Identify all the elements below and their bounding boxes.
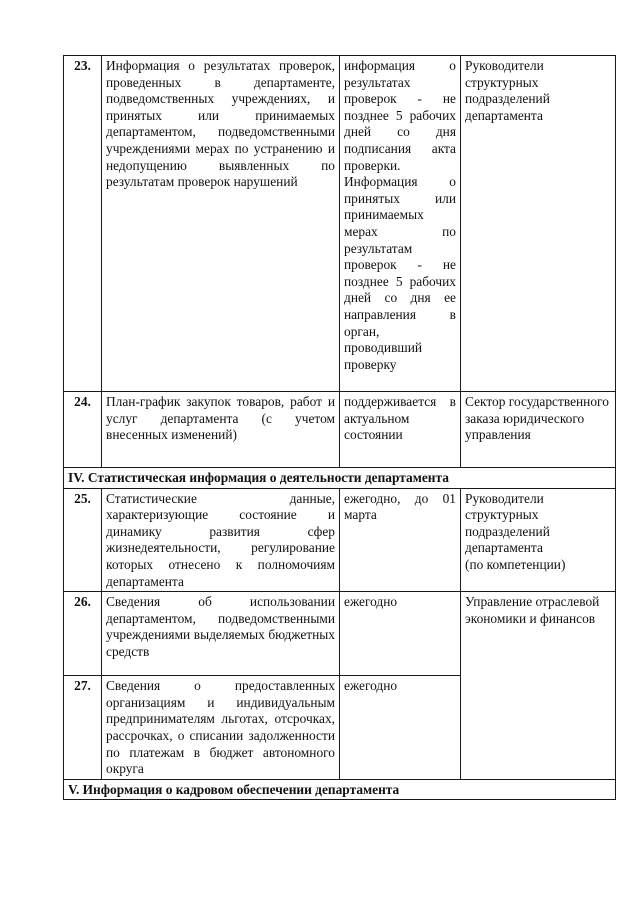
row-responsible: Руководители структурных подразделений департамента	[461, 56, 616, 392]
row-description: Сведения о предоставленных организациям и индивидуальным предпринимателям льготах, отсрочках, рассрочках, о списании задолженности по платежам в бюджет автономного округа	[102, 676, 340, 780]
row-term: информация о результатах проверок - не позднее 5 рабочих дней со дня подписания акта проверки. Информация о принятых или принимаемых мерах по результатам проверок - не позднее 5 рабочих дней со дня ее направления в орган, проводивший проверку	[340, 56, 461, 392]
responsible-text: Руководители структурных подразделений департамента	[465, 490, 550, 556]
row-description: План-график закупок товаров, работ и услуг департамента (с учетом внесенных изменений)	[102, 392, 340, 468]
responsible-note: (по компетенции)	[465, 556, 566, 572]
row-description: Статистические данные, характеризующие состояние и динамику развития сфер жизнедеятельности, регулирование которых отнесено к полномочиям департамента	[102, 488, 340, 592]
row-number: 25.	[64, 488, 102, 592]
row-term: ежегодно	[340, 676, 461, 780]
row-responsible: Управление отраслевой экономики и финансов	[461, 592, 616, 780]
row-responsible: Сектор государственного заказа юридического управления	[461, 392, 616, 468]
row-term: ежегодно	[340, 592, 461, 676]
section-heading-iv: IV. Статистическая информация о деятельности департамента	[64, 468, 616, 489]
table-row	[64, 392, 616, 468]
row-term: поддерживается в актуальном состоянии	[340, 392, 461, 468]
table-row	[64, 592, 616, 676]
row-number: 27.	[64, 676, 102, 780]
section-heading-v: V. Информация о кадровом обеспечении департамента	[64, 779, 616, 800]
row-number: 24.	[64, 392, 102, 468]
row-number: 23.	[64, 56, 102, 392]
table-row	[64, 488, 616, 592]
row-description: Информация о результатах проверок, проведенных в департаменте, подведомственных учреждениях, и принятых или принимаемых департаментом, подведомственными учреждениями мерах по устранению и недопущению выявленных по результатам проверок нарушений	[102, 56, 340, 392]
table-row	[64, 56, 616, 392]
section-heading-row	[64, 779, 616, 800]
row-number: 26.	[64, 592, 102, 676]
information-table	[63, 55, 616, 800]
row-responsible	[461, 488, 616, 592]
row-term: ежегодно, до 01 марта	[340, 488, 461, 592]
row-description: Сведения об использовании департаментом, подведомственными учреждениями выделяемых бюджетных средств	[102, 592, 340, 676]
section-heading-row	[64, 468, 616, 489]
